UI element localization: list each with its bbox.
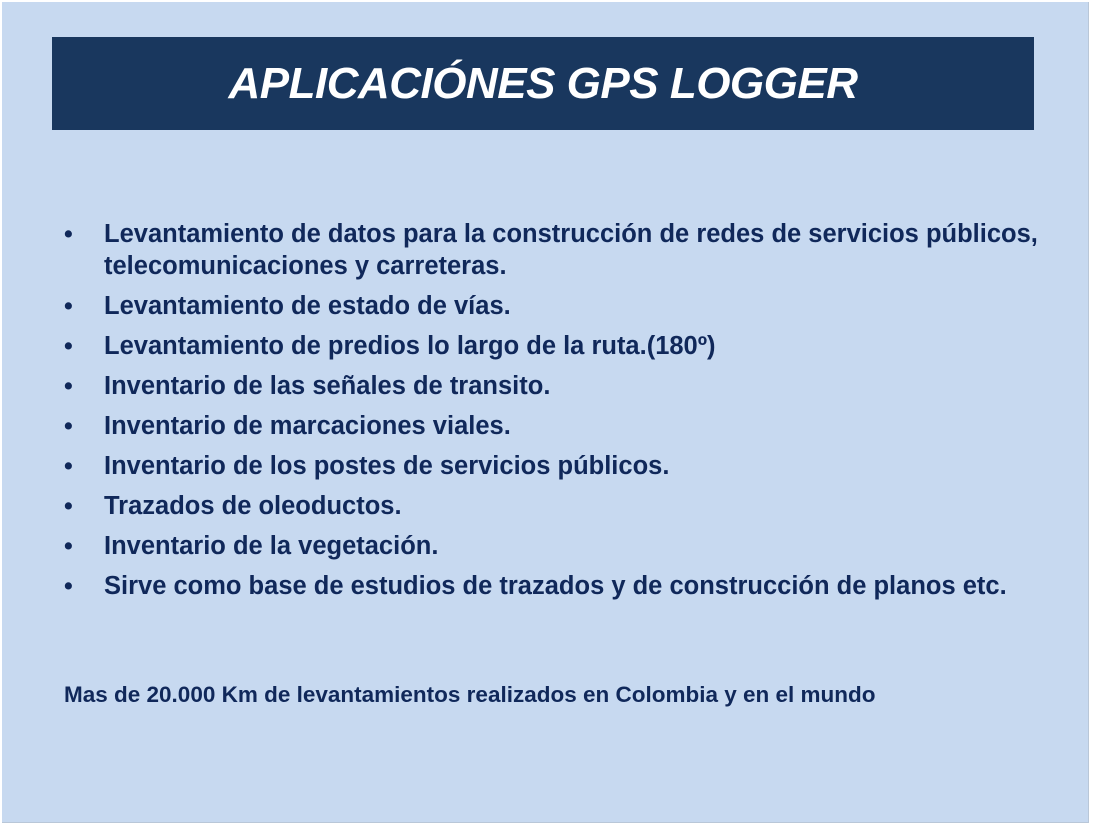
bullet-item — [62, 370, 1062, 402]
bullet-text: Sirve como base de estudios de trazados y de construcción de planos etc. — [104, 572, 1007, 600]
bullet-item — [62, 330, 1062, 362]
bullet-item — [62, 410, 1062, 442]
bullet-dot-icon: • — [64, 452, 73, 480]
bullet-dot-icon: • — [64, 220, 73, 248]
bullet-text: Levantamiento de datos para la construcción de redes de servicios públicos, telecomunicaciones y carreteras. — [104, 220, 1038, 280]
bullet-item — [62, 490, 1062, 522]
bullet-text: Inventario de marcaciones viales. — [104, 412, 511, 440]
bullet-dot-icon: • — [64, 412, 73, 440]
title-bar — [52, 37, 1034, 130]
bullet-dot-icon: • — [64, 332, 73, 360]
bullet-text: Inventario de la vegetación. — [104, 532, 439, 560]
bullet-item — [62, 530, 1062, 562]
bullet-text: Levantamiento de estado de vías. — [104, 292, 511, 320]
bullet-text: Inventario de los postes de servicios públicos. — [104, 452, 670, 480]
bullet-text: Inventario de las señales de transito. — [104, 372, 551, 400]
page-margin — [1089, 0, 1100, 830]
bullet-text: Trazados de oleoductos. — [104, 492, 402, 520]
bullet-dot-icon: • — [64, 292, 73, 320]
slide — [2, 2, 1089, 823]
bullet-text: Levantamiento de predios lo largo de la ruta.(180º) — [104, 332, 716, 360]
bullet-dot-icon: • — [64, 572, 73, 600]
bullet-item — [62, 450, 1062, 482]
bullet-dot-icon: • — [64, 372, 73, 400]
bullet-item — [62, 290, 1062, 322]
footer-note: Mas de 20.000 Km de levantamientos realizados en Colombia y en el mundo — [64, 682, 876, 707]
bullet-item — [62, 570, 1062, 602]
bullet-dot-icon: • — [64, 532, 73, 560]
bullet-list — [62, 218, 1062, 610]
slide-title: APLICACIÓNES GPS LOGGER — [228, 58, 858, 108]
bullet-dot-icon: • — [64, 492, 73, 520]
bullet-item — [62, 218, 1062, 282]
